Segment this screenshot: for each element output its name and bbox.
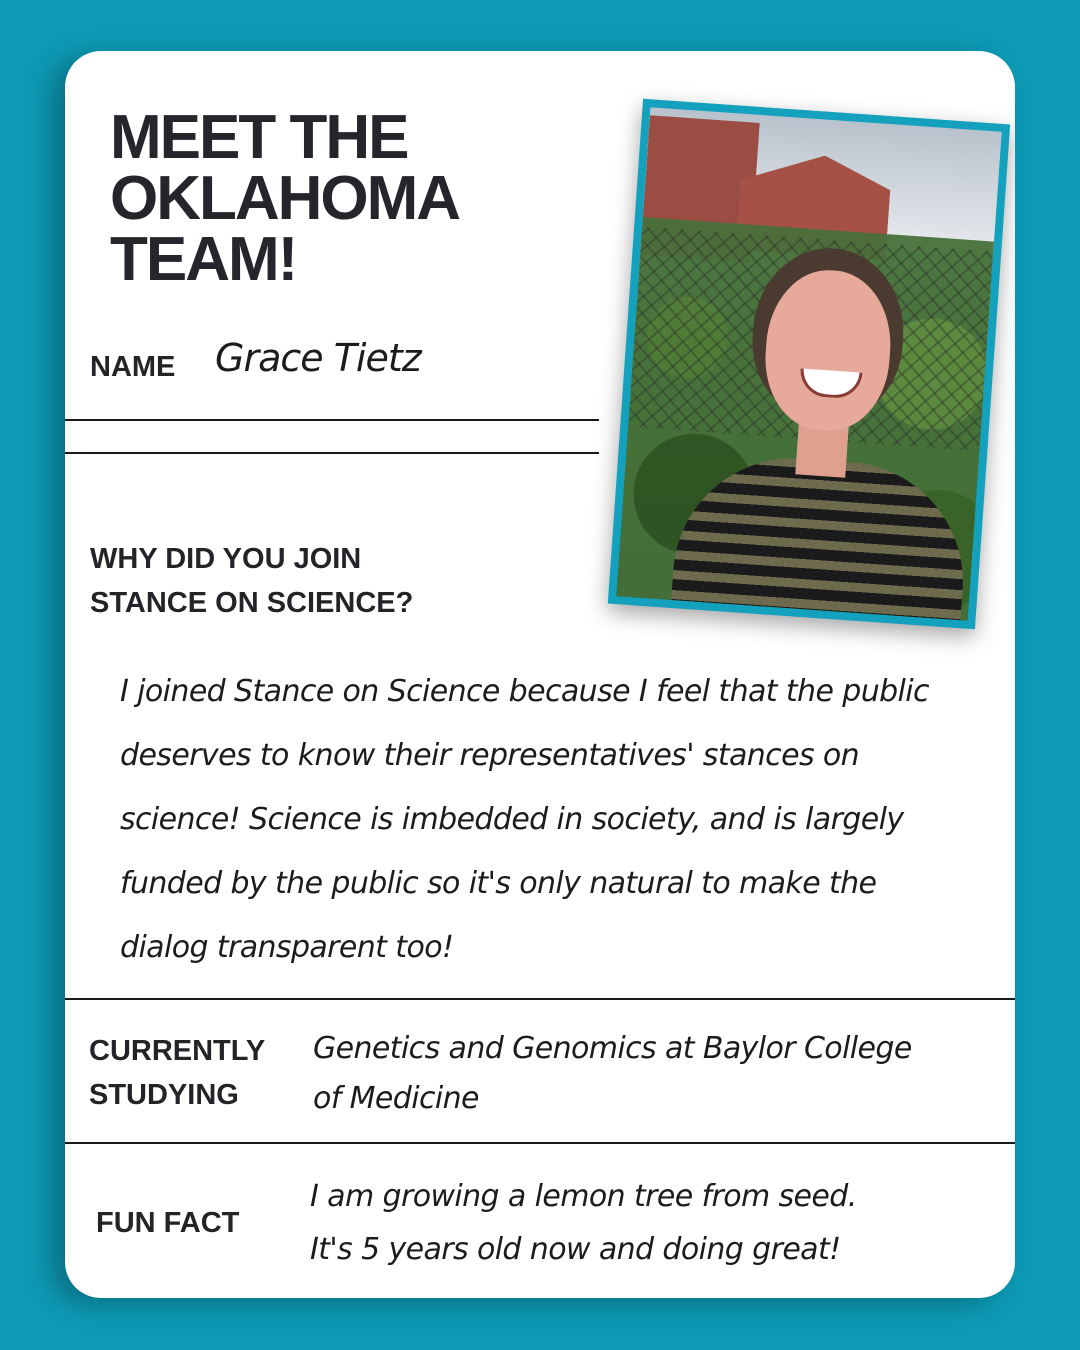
- page-title: [110, 103, 460, 294]
- name-underline-1: [65, 419, 599, 421]
- profile-photo: [616, 107, 1001, 620]
- fun-fact-value: [310, 1170, 857, 1276]
- title-line-2: OKLAHOMA: [110, 164, 460, 233]
- fun-fact-line-1: I am growing a lemon tree from seed.: [310, 1179, 857, 1214]
- divider-studying: [65, 998, 1015, 1000]
- studying-value: [313, 1024, 912, 1124]
- why-answer-line-4: funded by the public so it's only natural to make the: [120, 866, 877, 901]
- name-label: NAME: [90, 351, 176, 383]
- name-value: Grace Tietz: [215, 336, 421, 380]
- why-answer-line-2: deserves to know their representatives' stances on: [120, 738, 860, 773]
- studying-label-line-1: CURRENTLY: [89, 1035, 266, 1067]
- profile-photo-frame: [608, 99, 1010, 629]
- title-line-1: MEET THE: [110, 103, 408, 172]
- studying-value-line-2: of Medicine: [313, 1081, 479, 1116]
- studying-label-line-2: STUDYING: [89, 1079, 239, 1111]
- why-answer-line-5: dialog transparent too!: [120, 930, 454, 965]
- why-label: [90, 537, 413, 625]
- why-answer-line-3: science! Science is imbedded in society, and is largely: [120, 802, 904, 837]
- why-label-line-2: STANCE ON SCIENCE?: [90, 587, 414, 619]
- why-answer: [120, 660, 929, 980]
- name-underline-2: [65, 452, 599, 454]
- fun-fact-label: FUN FACT: [96, 1207, 240, 1239]
- studying-value-line-1: Genetics and Genomics at Baylor College: [313, 1031, 912, 1066]
- why-label-line-1: WHY DID YOU JOIN: [90, 543, 362, 575]
- why-answer-line-1: I joined Stance on Science because I feel that the public: [120, 674, 929, 709]
- title-line-3: TEAM!: [110, 225, 297, 294]
- fun-fact-line-2: It's 5 years old now and doing great!: [310, 1232, 841, 1267]
- studying-label: [89, 1029, 265, 1117]
- divider-fun-fact: [65, 1142, 1015, 1144]
- profile-card: [65, 51, 1015, 1298]
